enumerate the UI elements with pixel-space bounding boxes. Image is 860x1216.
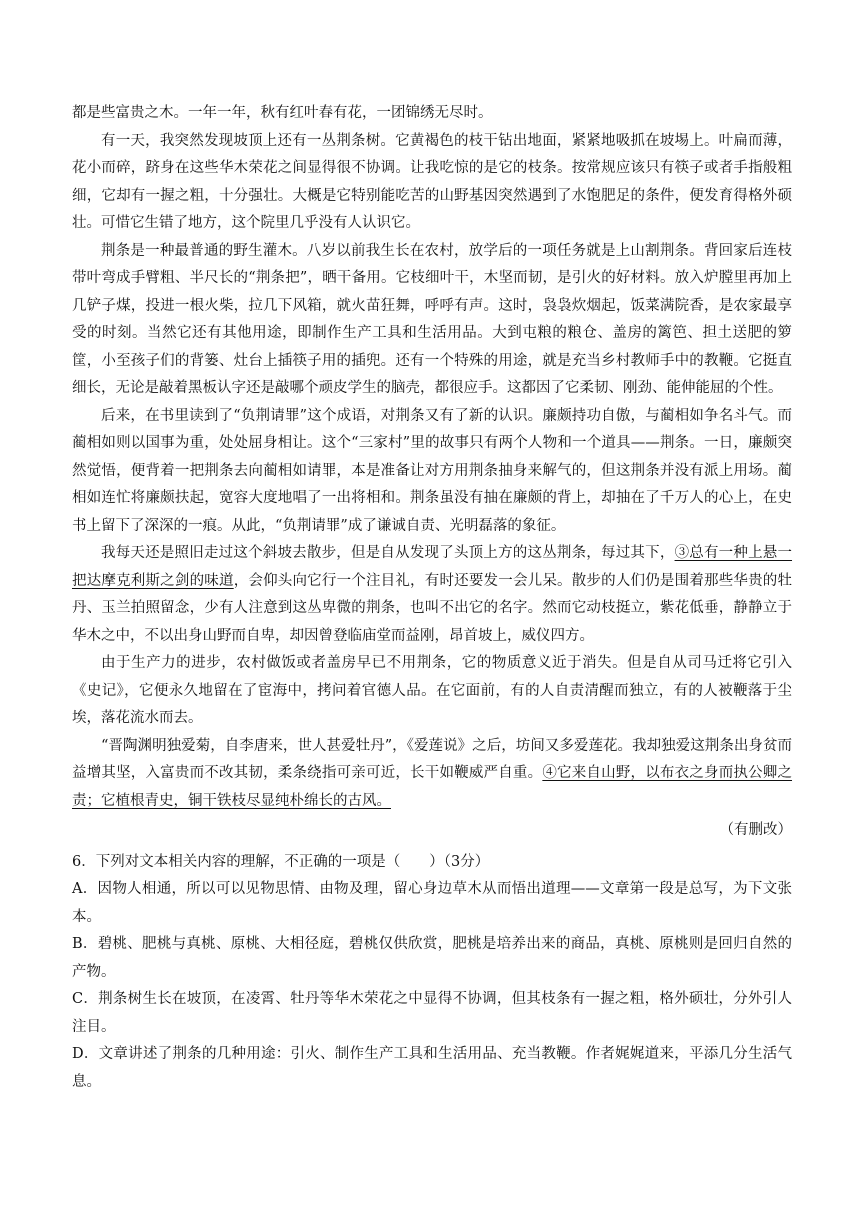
text-run: 我每天还是照旧走过这个斜坡去散步，但是自从发现了头顶上方的这丛荆条，每过其下，: [101, 545, 675, 561]
option-b: B．碧桃、肥桃与真桃、原桃、大相径庭，碧桃仅供欣赏，肥桃是培养出来的商品，真桃、原桃则是回归自然的产物。: [72, 936, 792, 980]
option-d: D．文章讲述了荆条的几种用途：引火、制作生产工具和生活用品、充当教鞭。作者娓娓道来，平添几分生活气息。: [72, 1046, 792, 1090]
underlined-sentence-3: ③总有一种上悬一把达摩克利斯之剑的味道: [72, 545, 793, 589]
passage-paragraph: 由于生产力的进步，农村做饭或者盖房早已不用荆条，它的物质意义近于消失。但是自从司马迁将它引入《史记》，它便永久地留在了宦海中，拷问着官德人品。在它面前，有的人自责清醒而独立，有的人被鞭落于尘埃，落花流水而去。: [72, 655, 792, 726]
passage-paragraph: 后来，在书里读到了“负荆请罪”这个成语，对荆条又有了新的认识。廉颇持功自傲，与蔺相如争名斗气。而蔺相如则以国事为重，处处屈身相让。这个“三家村”里的故事只有两个人物和一个道具——荆条。一日，廉颇突然觉悟，便背着一把荆条去向蔺相如请罪，本是准备让对方用荆条抽身来解气的，但这荆条并没有派上用场。蔺相如连忙将廉颇扶起，宽容大度地唱了一出将相和。荆条虽没有抽在廉颇的背上，却抽在了千万人的心上，在史书上留下了深深的一痕。从此，“负荆请罪”成了谦诚自责、光明磊落的象征。: [72, 407, 792, 534]
passage-paragraph: 都是些富贵之木。一年一年，秋有红叶春有花，一团锦绣无尽时。: [72, 105, 493, 121]
document-body: [72, 100, 792, 1096]
text-run: ，会仰头向它行一个注目礼，有时还要发一会儿呆。散步的人们仍是围着那些华贵的牡丹、玉兰拍照留念，少有人注意到这丛卑微的荆条，也叫不出它的名字。然而它动枝挺立，紫花低垂，静静立于华木之中，不以出身山野而自卑，却因曾登临庙堂而益刚，昂首坡上，威仪四方。: [72, 572, 793, 644]
passage-paragraph: 有一天，我突然发现坡顶上还有一丛荆条树。它黄褐色的枝干钻出地面，紧紧地吸抓在坡埸上。叶扁而薄，花小而碎，跻身在这些华木荣花之间显得很不协调。让我吃惊的是它的枝条。按常规应该只有筷子或者手指般粗细，它却有一握之粗，十分强壮。大概是它特别能吃苦的山野基因突然遇到了水饱肥足的条件，便发育得格外硕壮。可惜它生错了地方，这个院里几乎没有人认识它。: [72, 132, 792, 231]
option-a: A．因物人相通，所以可以见物思情、由物及理，留心身边草木从而悟出道理——文章第一段是总写，为下文张本。: [72, 881, 792, 925]
underlined-sentence-4: ④它来自山野，以布衣之身而执公卿之责；它植根青史，铜干铁枝尽显纯朴绵长的古风。: [72, 765, 793, 809]
passage-paragraph: [72, 540, 792, 650]
text-run: “晋陶渊明独爱菊，自李唐来，世人甚爱牡丹”，《爱莲说》之后，坊间又多爱莲花。我却独爱这荆条出身贫而益增其坚，入富贵而不改其韧，柔条绕指可亲可近，长干如鞭威严自重。: [72, 737, 792, 781]
question-stem: 6．下列对文本相关内容的理解，不正确的一项是（ ）（3分）: [72, 853, 490, 870]
option-c: C．荆条树生长在坡顶，在凌霄、牡丹等华木荣花之中显得不协调，但其枝条有一握之粗，格外硕壮，分外引人注目。: [72, 991, 792, 1035]
passage-paragraph: [72, 733, 792, 816]
passage-paragraph: 荆条是一种最普通的野生灌木。八岁以前我生长在农村，放学后的一项任务就是上山割荆条。背回家后连枝带叶弯成手臂粗、半尺长的“荆条把”，晒干备用。它枝细叶干，木坚而韧，是引火的好材料。放入炉膛里再加上几铲子煤，投进一根火柴，拉几下风箱，就火苗狂舞，呼呼有声。这时，袅袅炊烟起，饭菜满院香，是农家最享受的时刻。当然它还有其他用途，即制作生产工具和生活用品。大到屯粮的粮仓、盖房的篱笆、担土送肥的箩筐，小至孩子们的背篓、灶台上插筷子用的插兜。还有一个特殊的用途，就是充当乡村教师手中的教鞭。它挺直细长，无论是敲着黑板认字还是敲哪个顽皮学生的脑壳，都很应手。这都因了它柔韧、刚劲、能伸能屈的个性。: [72, 242, 792, 396]
source-note: （有删改）: [719, 822, 792, 838]
